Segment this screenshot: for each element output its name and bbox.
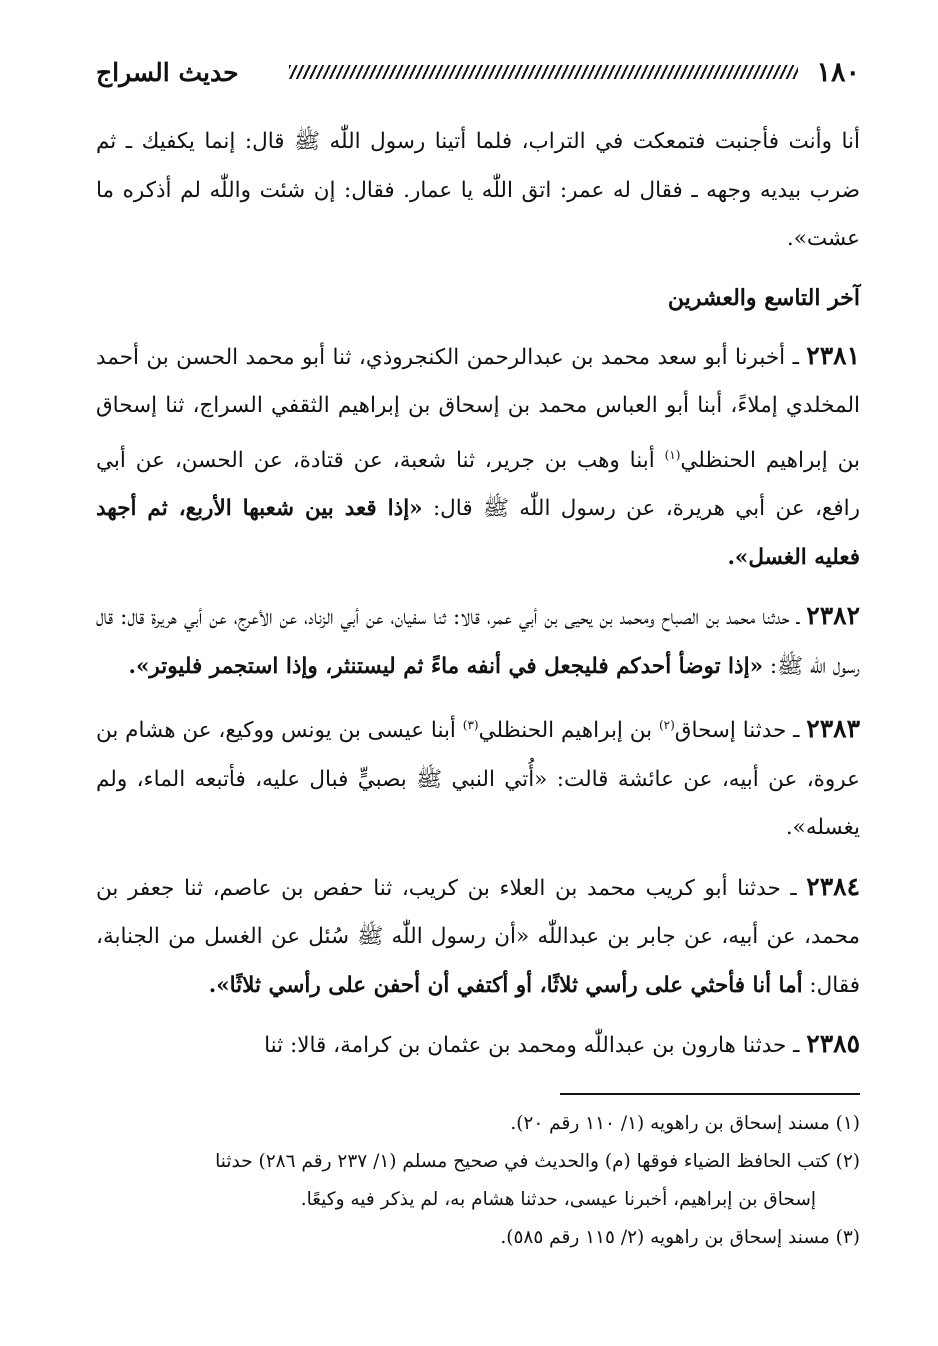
hadith-matn: «إذا قعد بين شعبها الأربع، ثم أجهد فعليه الغسل». <box>96 496 860 570</box>
main-text <box>96 118 860 1071</box>
hadith-isnad: ـ حدثنا هارون بن عبداللّٰه ومحمد بن عثمان بن كرامة، قالا: ثنا <box>264 1033 800 1059</box>
footnote-marker: (١) <box>664 447 681 462</box>
hadith-2383 <box>96 701 860 853</box>
running-title: حديث السراج <box>96 57 239 87</box>
footnote-1: (١) مسند إسحاق بن راهويه (١/ ١١٠ رقم ٢٠). <box>510 1112 860 1134</box>
footnote-2: (٢) كتب الحافظ الضياء فوقها (م) والحديث في صحيح مسلم (١/ ٢٣٧ رقم ٢٨٦) حدثنا <box>215 1150 860 1172</box>
hadith-isnad: ـ حدثنا إسحاق <box>674 718 800 744</box>
hadith-isnad-continued: أبنا وهب بن جرير، ثنا شعبة، عن قتادة، عن الحسن، عن أبي رافع، عن أبي هريرة، عن رسول اللّٰه ﷺ قال: <box>96 447 860 522</box>
footnote-marker: (٢) <box>658 718 675 733</box>
hadith-2384 <box>96 863 860 1011</box>
hadith-number: ٢٣٨٣ <box>806 714 860 744</box>
footnotes <box>96 1105 860 1257</box>
hadith-isnad: ـ أخبرنا أبو سعد محمد بن عبدالرحمن الكنجروذي، ثنا أبو محمد الحسن بن أحمد المخلدي إملاءً، أبنا أبو العباس محمد بن إسحاق بن إبراهيم الثقفي السراج، ثنا إسحاق بن إبراهيم الحنظلي <box>96 344 861 473</box>
hadith-number: ٢٣٨٤ <box>806 871 861 901</box>
hadith-isnad-continued: أبنا عيسى بن يونس ووكيع، عن هشام بن عروة، عن أبيه، عن عائشة قالت: «أُتي النبي ﷺ بصبيٍّ فبال عليه، فأتبعه الماء، ولم يغسله». <box>96 718 860 841</box>
running-header <box>96 48 860 96</box>
footnote-separator <box>560 1093 860 1095</box>
hadith-number: ٢٣٨١ <box>806 340 861 370</box>
opening-paragraph: أنا وأنت فأجنبت فتمعكت في التراب، فلما أتينا رسول اللّٰه ﷺ قال: إنما يكفيك ـ ثم ضرب بيديه وجهه ـ فقال له عمر: اتق اللّٰه يا عمار. فقال: إن شئت واللّٰه لم أذكره ما عشت». <box>96 129 860 251</box>
footnote-marker: (٣) <box>462 718 479 733</box>
section-heading: آخر التاسع والعشرين <box>667 284 860 311</box>
footnote-3: (٣) مسند إسحاق بن راهويه (٢/ ١١٥ رقم ٥٨٥). <box>500 1226 860 1248</box>
hadith-isnad: ـ حدثنا أبو كريب محمد بن العلاء بن كريب، ثنا حفص بن عاصم، ثنا جعفر بن محمد، عن أبيه، عن جابر بن عبداللّٰه «أن رسول اللّٰه ﷺ سُئل عن الغسل من الجنابة، فقال: <box>96 875 860 998</box>
hadith-number: ٢٣٨٥ <box>806 1029 860 1059</box>
page-number: ١٨٠ <box>816 56 860 88</box>
hadith-matn: أما أنا فأحثي على رأسي ثلاثًا، أو أكتفي أن أحفن على رأسي ثلاثًا». <box>208 972 803 998</box>
hadith-2385 <box>96 1020 860 1071</box>
hadith-isnad: ـ حدثنا محمد بن الصباح ومحمد بن يحيى بن أبي عمر، قالا: ثنا سفيان، عن أبي الزناد، عن الأعرج، عن أبي هريرة قال: قال رسول اللّٰه ﷺ: <box>96 605 860 679</box>
header-ornament-rule <box>289 65 799 79</box>
hadith-matn: «إذا توضأ أحدكم فليجعل في أنفه ماءً ثم ليستنثر، وإذا استجمر فليوتر». <box>128 653 764 679</box>
hadith-2382 <box>96 592 860 691</box>
hadith-number: ٢٣٨٢ <box>806 601 861 631</box>
hadith-isnad-continued: بن إبراهيم الحنظلي <box>478 718 659 744</box>
footnote-2-continued: إسحاق بن إبراهيم، أخبرنا عيسى، حدثنا هشام به، لم يذكر فيه وكيعًا. <box>300 1188 816 1210</box>
hadith-2381 <box>96 332 860 583</box>
